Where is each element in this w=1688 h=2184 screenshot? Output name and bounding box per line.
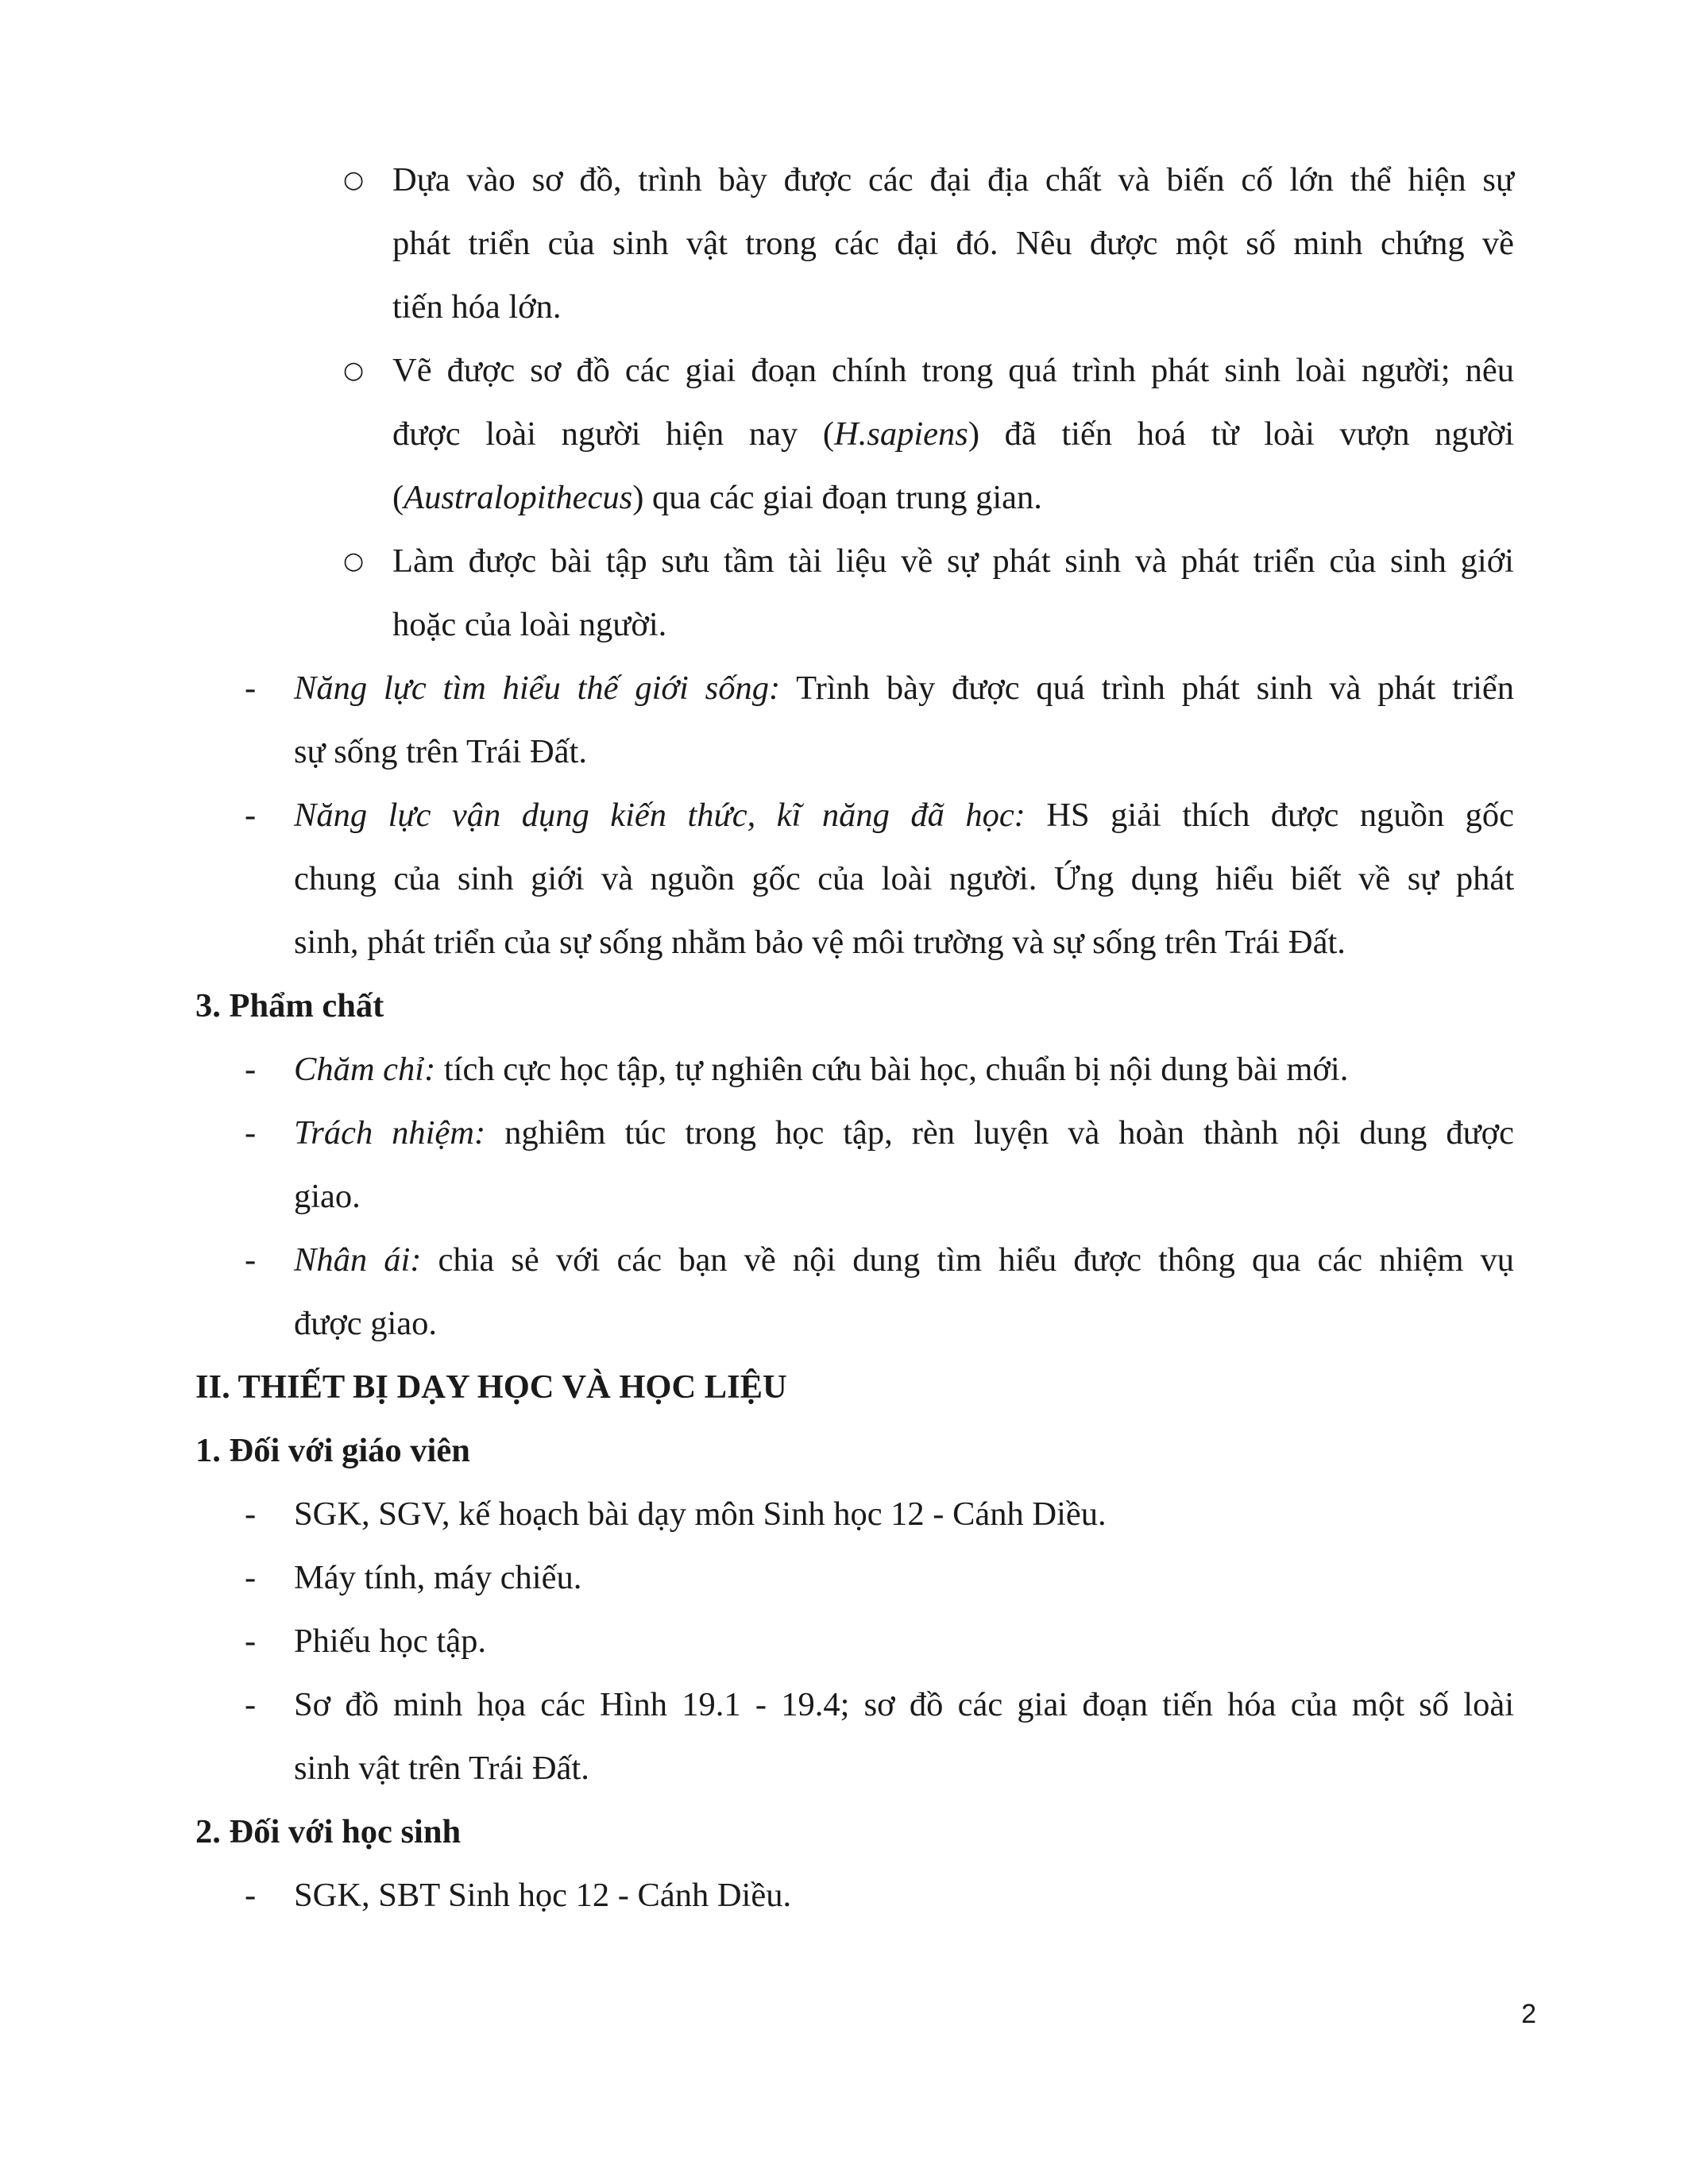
text-line: SGK, SBT Sinh học 12 - Cánh Diều.: [294, 1877, 792, 1914]
dash-bullet-icon: -: [245, 1686, 257, 1723]
bullet-term: Nhân ái:: [294, 1241, 422, 1279]
circle-bullet-icon: ○: [343, 166, 365, 194]
dash-bullet-icon: -: [245, 797, 257, 834]
bullet-term: Năng lực tìm hiểu thế giới sống:: [294, 669, 781, 707]
dash-bullet-icon: -: [245, 1877, 257, 1914]
text-line: được giao.: [294, 1305, 438, 1342]
page-number: 2: [1521, 1999, 1536, 2029]
text-line: Sơ đồ minh họa các Hình 19.1 - 19.4; sơ đồ các giai đoạn tiến hóa của một số loài: [294, 1686, 1514, 1723]
text-line: giao.: [294, 1178, 361, 1215]
text-line: Nhân ái: chia sẻ với các bạn về nội dung tìm hiểu được thông qua các nhiệm vụ: [294, 1241, 1514, 1279]
text-line: Năng lực tìm hiểu thế giới sống: Trình bày được quá trình phát sinh và phát triển: [294, 669, 1515, 707]
dash-bullet-icon: -: [245, 1495, 257, 1533]
text-line: Trách nhiệm: nghiêm túc trong học tập, rèn luyện và hoàn thành nội dung được: [294, 1114, 1514, 1152]
text-line: chung của sinh giới và nguồn gốc của loài người. Ứng dụng hiểu biết về sự phát: [294, 860, 1514, 897]
dash-bullet-icon: -: [245, 669, 257, 707]
text-line: sự sống trên Trái Đất.: [294, 733, 587, 770]
dash-bullet-icon: -: [245, 1114, 257, 1152]
text-line: tiến hóa lớn.: [392, 288, 562, 326]
section-heading: 3. Phẩm chất: [195, 987, 384, 1024]
dash-bullet-icon: -: [245, 1559, 257, 1596]
circle-bullet-icon: ○: [343, 357, 365, 384]
text-line: Máy tính, máy chiếu.: [294, 1559, 582, 1596]
bullet-term: Chăm chỉ:: [294, 1051, 436, 1088]
text-line: (Australopithecus) qua các giai đoạn trung gian.: [392, 479, 1042, 516]
text-line: sinh vật trên Trái Đất.: [294, 1750, 589, 1787]
text-line: Phiếu học tập.: [294, 1623, 486, 1660]
species-name: H.sapiens: [834, 415, 968, 453]
subsection-heading: 2. Đối với học sinh: [195, 1813, 462, 1850]
circle-bullet-icon: ○: [343, 547, 365, 575]
text-line: SGK, SGV, kế hoạch bài dạy môn Sinh học 12 - Cánh Diều.: [294, 1495, 1107, 1533]
dash-bullet-icon: -: [245, 1623, 257, 1660]
text-line: Năng lực vận dụng kiến thức, kĩ năng đã học: HS giải thích được nguồn gốc: [294, 797, 1514, 834]
text-line: Chăm chỉ: tích cực học tập, tự nghiên cứu bài học, chuẩn bị nội dung bài mới.: [294, 1051, 1349, 1088]
dash-bullet-icon: -: [245, 1241, 257, 1279]
text-line: Dựa vào sơ đồ, trình bày được các đại địa chất và biến cố lớn thể hiện sự: [392, 161, 1514, 199]
text-line: Làm được bài tập sưu tầm tài liệu về sự phát sinh và phát triển của sinh giới: [392, 542, 1514, 580]
text-line: được loài người hiện nay (H.sapiens) đã tiến hoá từ loài vượn người: [392, 415, 1515, 453]
text-line: hoặc của loài người.: [392, 606, 667, 643]
text-line: sinh, phát triển của sự sống nhằm bảo vệ môi trường và sự sống trên Trái Đất.: [294, 924, 1346, 961]
dash-bullet-icon: -: [245, 1051, 257, 1088]
text-line: phát triển của sinh vật trong các đại đó. Nêu được một số minh chứng về: [392, 225, 1514, 262]
text-line: Vẽ được sơ đồ các giai đoạn chính trong quá trình phát sinh loài người; nêu: [392, 352, 1514, 389]
bullet-term: Năng lực vận dụng kiến thức, kĩ năng đã học:: [294, 797, 1026, 834]
subsection-heading: 1. Đối với giáo viên: [195, 1432, 470, 1469]
species-name: Australopithecus: [404, 479, 633, 516]
bullet-term: Trách nhiệm:: [294, 1114, 486, 1152]
section-heading: II. THIẾT BỊ DẠY HỌC VÀ HỌC LIỆU: [195, 1368, 787, 1406]
